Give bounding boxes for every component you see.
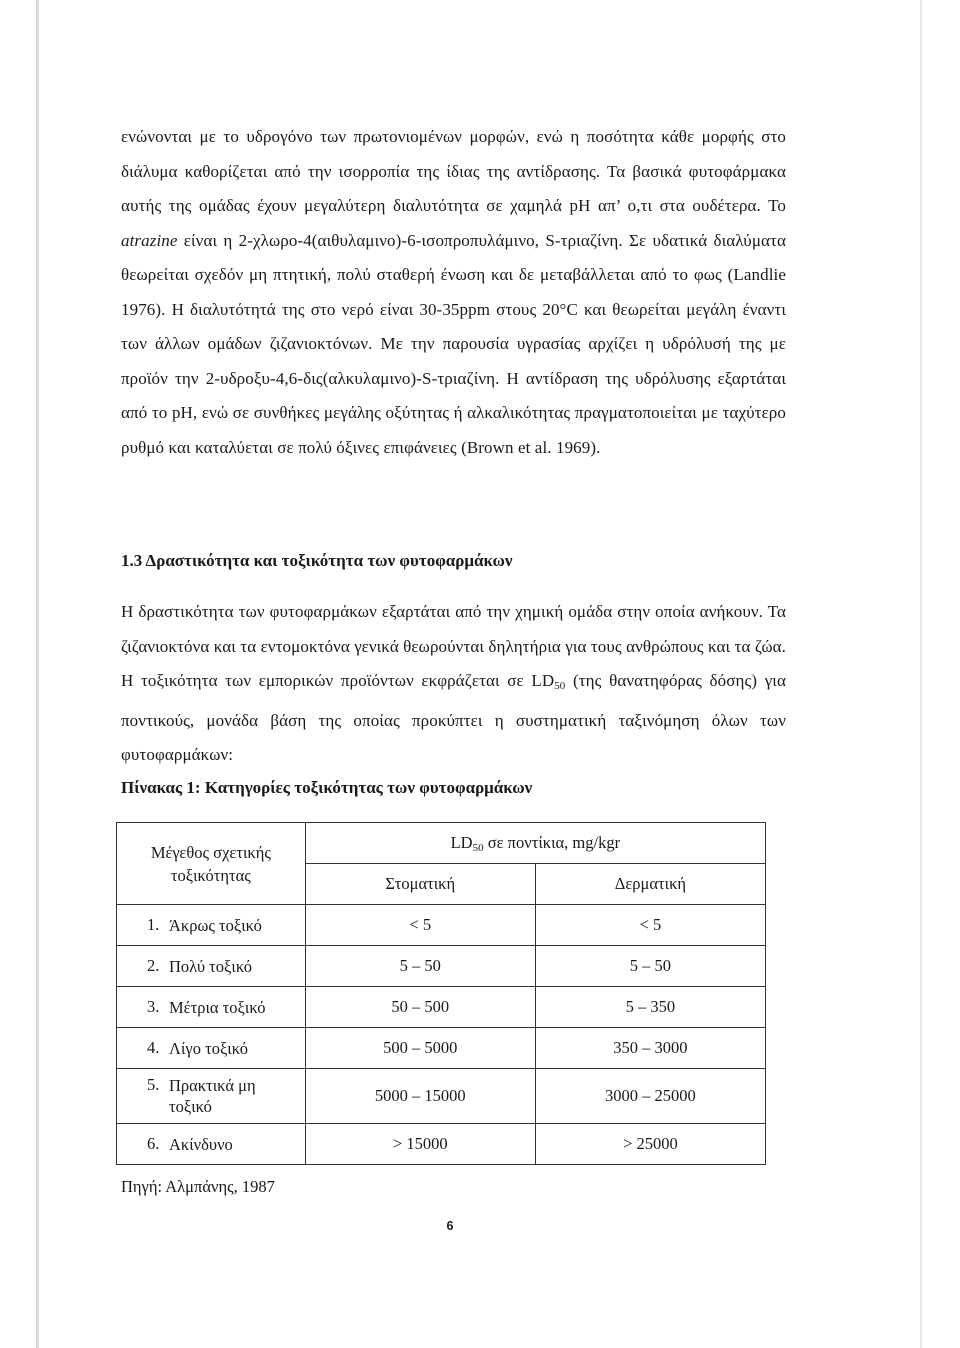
oral-value: > 15000 xyxy=(305,1124,535,1165)
table-row xyxy=(117,1069,766,1124)
category-label: Λίγο τοξικό xyxy=(169,1038,248,1058)
table-row xyxy=(117,987,766,1028)
paragraph-1-part1: ενώνονται με το υδρογόνο των πρωτονιομένων μορφών, ενώ η ποσότητα κάθε μορφής στο διάλυμα καθορίζεται από την ισορροπία της ίδιας της αντίδρασης. Τα βασικά φυτοφάρμακα αυτής της ομάδας έχουν μεγαλύτερη διαλυτότητα σε χαμηλά pH απ’ ο,τι στα ουδέτερα. Το xyxy=(121,127,786,215)
header-ld-subscript: 50 xyxy=(472,841,484,854)
paragraph-2-part2: (της θανατηφόρας δόσης) για ποντικούς, μονάδα βάση της οποίας προκύπτει η συστηματική ταξινόμηση όλων των φυτοφαρμάκων: xyxy=(121,671,786,764)
page-number: 6 xyxy=(446,1219,454,1233)
scan-edge-right xyxy=(920,0,922,1348)
category-label: Πρακτικά μη τοξικό xyxy=(169,1076,256,1116)
atrazine-term: atrazine xyxy=(121,230,178,250)
section-title: 1.3 Δραστικότητα και τοξικότητα των φυτοφαρμάκων xyxy=(121,551,513,570)
row-number: 3. xyxy=(147,996,160,1016)
dermal-value: 5 – 50 xyxy=(535,946,765,987)
paragraph-2-text xyxy=(121,595,786,773)
header-ld50 xyxy=(305,823,765,864)
paragraph-2-part1: Η δραστικότητα των φυτοφαρμάκων εξαρτάται από την χημική ομάδα στην οποία ανήκουν. Τα ζιζανιοκτόνα και τα εντομοκτόνα γενικά θεωρούνται δηλητήρια για τους ανθρώπους και τα ζώα. Η τοξικότητα των εμπορικών προϊόντων εκφράζεται σε LD xyxy=(121,602,786,690)
paragraph-1-part2: είναι η 2-χλωρο-4(αιθυλαμινο)-6-ισοπροπυλάμινο, S-τριαζίνη. Σε υδατικά διαλύματα θεωρείται σχεδόν μη πτητική, πολύ σταθερή ένωση και δε μεταβάλλεται από το φως (Landlie 1976). Η διαλυτότητά της στο νερό είναι 30-35ppm στους 20°C και θεωρείται μεγάλη έναντι των άλλων ομάδων ζιζανιοκτόνων. Με την παρουσία υγρασίας αρχίζει η υδρόλυσή της με προϊόν την 2-υδροξυ-4,6-δις(αλκυλαμινο)-S-τριαζίνη. Η αντίδραση της υδρόλυσης εξαρτάται από το pH, ενώ σε συνθήκες μεγάλης οξύτητας ή αλκαλικότητας πραγματοποιείται με ταχύτερο ρυθμό και καταλύεται σε πολύ όξινες επιφάνειες (Brown et al. 1969). xyxy=(121,230,786,457)
category-cell xyxy=(117,1124,306,1165)
dermal-value: 350 – 3000 xyxy=(535,1028,765,1069)
row-number: 1. xyxy=(147,914,160,934)
dermal-value: 3000 – 25000 xyxy=(535,1069,765,1124)
toxicity-table xyxy=(116,822,766,1165)
category-cell xyxy=(117,1069,306,1124)
table-row xyxy=(117,1124,766,1165)
category-label: Άκρως τοξικό xyxy=(169,915,262,935)
row-number: 5. xyxy=(147,1075,160,1094)
paragraph-1 xyxy=(121,120,786,465)
paragraph-2 xyxy=(121,595,786,773)
oral-value: 5 – 50 xyxy=(305,946,535,987)
oral-value: 500 – 5000 xyxy=(305,1028,535,1069)
category-cell xyxy=(117,905,306,946)
ld-subscript: 50 xyxy=(554,680,566,692)
dermal-value: 5 – 350 xyxy=(535,987,765,1028)
header-oral: Στοματική xyxy=(305,864,535,905)
row-number: 2. xyxy=(147,955,160,975)
table-row xyxy=(117,1028,766,1069)
category-label: Ακίνδυνο xyxy=(169,1134,233,1154)
category-cell xyxy=(117,987,306,1028)
dermal-value: > 25000 xyxy=(535,1124,765,1165)
table-row xyxy=(117,946,766,987)
row-number: 4. xyxy=(147,1037,160,1057)
oral-value: 5000 – 15000 xyxy=(305,1069,535,1124)
category-cell xyxy=(117,1028,306,1069)
header-ld-suffix: σε ποντίκια, mg/kgr xyxy=(483,832,621,852)
header-category xyxy=(117,823,306,905)
table-row xyxy=(117,905,766,946)
category-cell xyxy=(117,946,306,987)
paragraph-1-text xyxy=(121,120,786,465)
oral-value: < 5 xyxy=(305,905,535,946)
scan-edge-left xyxy=(36,0,39,1348)
table-title: Πίνακας 1: Κατηγορίες τοξικότητας των φυτοφαρμάκων xyxy=(121,778,533,797)
row-number: 6. xyxy=(147,1133,160,1153)
header-ld-prefix: LD xyxy=(450,832,473,852)
category-label: Πολύ τοξικό xyxy=(169,956,253,976)
dermal-value: < 5 xyxy=(535,905,765,946)
header-category-text: Μέγεθος σχετικής τοξικότητας xyxy=(150,842,271,885)
table-source: Πηγή: Αλμπάνης, 1987 xyxy=(121,1177,275,1196)
category-label: Μέτρια τοξικό xyxy=(169,997,266,1017)
header-dermal: Δερματική xyxy=(535,864,765,905)
oral-value: 50 – 500 xyxy=(305,987,535,1028)
